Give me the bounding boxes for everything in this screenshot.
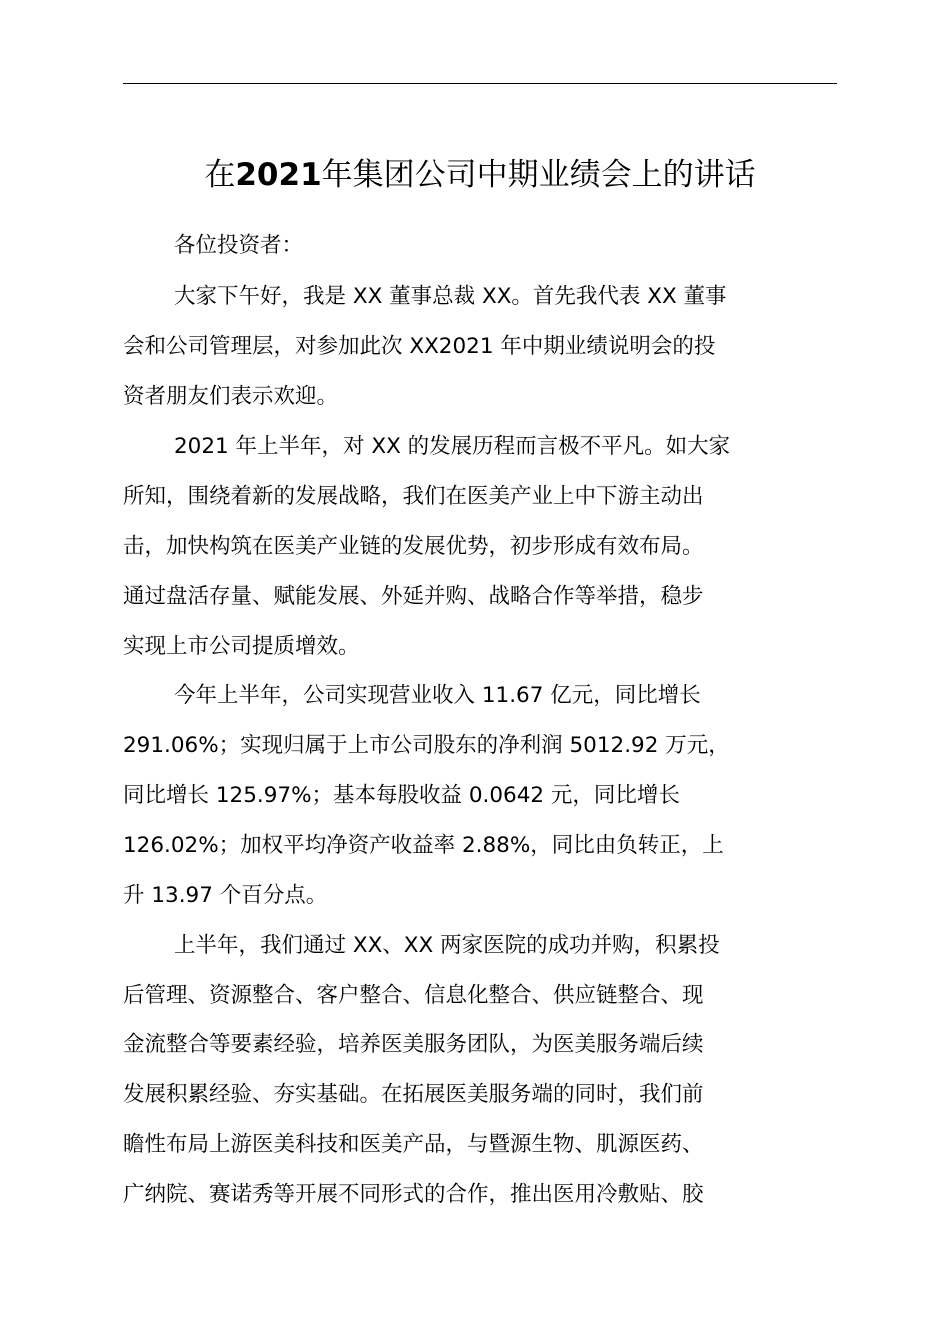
body-line: 后管理、资源整合、客户整合、信息化整合、供应链整合、现: [123, 983, 704, 1008]
body-line: 广纳院、赛诺秀等开展不同形式的合作，推出医用冷敷贴、胶: [123, 1182, 704, 1207]
body-line: 实现上市公司提质增效。: [123, 634, 360, 659]
body-line: 同比增长 125.97%；基本每股收益 0.0642 元，同比增长: [123, 783, 680, 808]
body-line: 126.02%；加权平均净资产收益率 2.88%，同比由负转正，上: [123, 833, 724, 858]
body-line: 金流整合等要素经验，培养医美服务团队，为医美服务端后续: [123, 1032, 704, 1057]
body-line: 291.06%；实现归属于上市公司股东的净利润 5012.92 万元，: [123, 733, 730, 758]
body-line: 升 13.97 个百分点。: [123, 883, 328, 908]
body-line: 今年上半年，公司实现营业收入 11.67 亿元，同比增长: [174, 683, 701, 708]
document-title: [123, 150, 837, 200]
salutation: 各位投资者：: [174, 233, 304, 258]
body-line: 资者朋友们表示欢迎。: [123, 384, 339, 409]
body-line: 大家下午好，我是 XX 董事总裁 XX。首先我代表 XX 董事: [174, 284, 727, 309]
body-line: 上半年，我们通过 XX、XX 两家医院的成功并购，积累投: [174, 933, 720, 958]
body-line: 通过盘活存量、赋能发展、外延并购、战略合作等举措，稳步: [123, 584, 704, 609]
body-line: 2021 年上半年，对 XX 的发展历程而言极不平凡。如大家: [174, 434, 731, 459]
title-year: 2021: [235, 157, 322, 193]
body-line: 瞻性布局上游医美科技和医美产品，与暨源生物、肌源医药、: [123, 1132, 704, 1157]
header-rule: [123, 83, 837, 84]
title-suffix: 年集团公司中期业绩会上的讲话: [321, 157, 756, 193]
body-line: 所知，围绕着新的发展战略，我们在医美产业上中下游主动出: [123, 484, 704, 509]
body-line: 会和公司管理层，对参加此次 XX2021 年中期业绩说明会的投: [123, 334, 716, 359]
body-line: 发展积累经验、夯实基础。在拓展医美服务端的同时，我们前: [123, 1082, 704, 1107]
body-line: 击，加快构筑在医美产业链的发展优势，初步形成有效布局。: [123, 534, 704, 559]
title-prefix: 在: [204, 157, 236, 193]
